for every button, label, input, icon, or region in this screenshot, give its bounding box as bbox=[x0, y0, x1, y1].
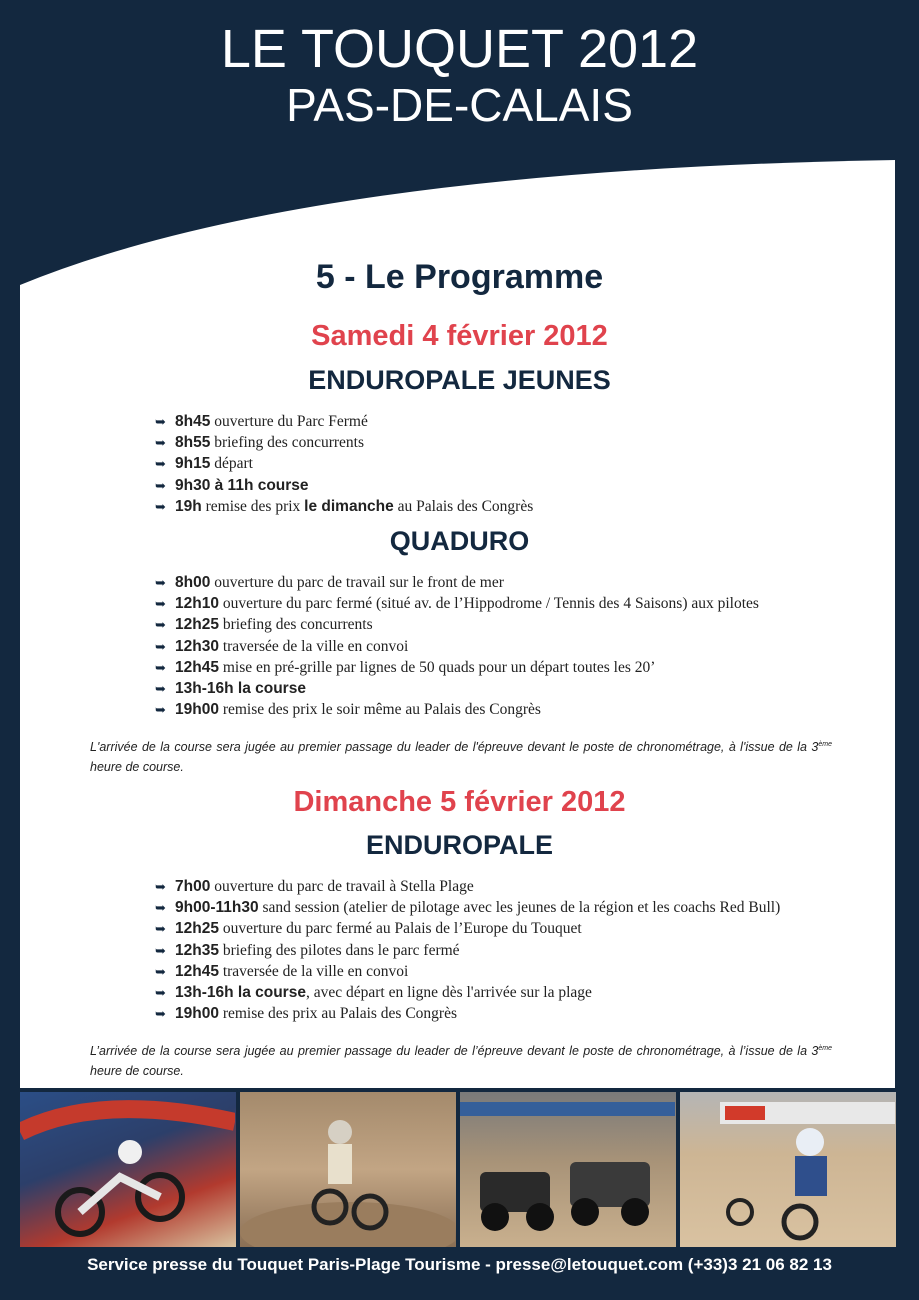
schedule-time: 19h00 bbox=[175, 1005, 219, 1023]
schedule-time: 12h45 bbox=[175, 962, 219, 980]
schedule-time: 13h-16h la course bbox=[175, 984, 306, 1002]
schedule-time: 12h45 bbox=[175, 658, 219, 676]
schedule-item bbox=[155, 919, 780, 940]
schedule-item bbox=[155, 412, 533, 433]
quaduro-heading: QUADURO bbox=[389, 526, 530, 556]
schedule-text: sand session (atelier de pilotage avec les jeunes de la région et les coachs Red Bull) bbox=[258, 899, 781, 917]
schedule-item bbox=[155, 1004, 780, 1025]
arrow-right-icon: ➥ bbox=[155, 943, 166, 959]
arrow-right-icon: ➥ bbox=[155, 703, 166, 719]
schedule-time: 8h00 bbox=[175, 574, 211, 591]
schedule-item bbox=[155, 573, 759, 594]
quaduro-schedule bbox=[155, 573, 759, 721]
photo-quads bbox=[460, 1092, 676, 1247]
motorcycle-jump-icon bbox=[20, 1092, 235, 1247]
arrow-right-icon: ➥ bbox=[155, 436, 166, 452]
title-line-1: LE TOUQUET 2012 bbox=[220, 19, 699, 79]
schedule-text: traversée de la ville en convoi bbox=[218, 637, 409, 655]
schedule-text: départ bbox=[210, 455, 253, 473]
schedule-text: traversée de la ville en convoi bbox=[218, 962, 409, 980]
schedule-item bbox=[155, 700, 759, 721]
photo-motocross-jump bbox=[20, 1092, 236, 1247]
arrow-right-icon: ➥ bbox=[155, 964, 166, 980]
enduropale-schedule bbox=[155, 877, 780, 1025]
photo-riders-banners bbox=[680, 1092, 896, 1247]
schedule-text: ouverture du Parc Fermé bbox=[210, 413, 368, 430]
schedule-time: 9h00-11h30 bbox=[175, 899, 259, 917]
arrow-right-icon: ➥ bbox=[155, 618, 166, 634]
schedule-item bbox=[155, 637, 759, 658]
schedule-time: 9h30 à 11h course bbox=[175, 476, 309, 494]
photo-strip bbox=[20, 1092, 896, 1247]
schedule-text: ouverture du parc fermé (situé av. de l’Hippodrome / Tennis des 4 Saisons) aux pilotes bbox=[218, 595, 759, 613]
arrow-right-icon: ➥ bbox=[155, 415, 166, 430]
schedule-text: briefing des concurrents bbox=[218, 616, 373, 634]
enduropale-jeunes-heading: ENDUROPALE JEUNES bbox=[308, 365, 611, 395]
sunday-date-heading: Dimanche 5 février 2012 bbox=[293, 786, 626, 818]
schedule-time: 8h55 bbox=[175, 434, 211, 452]
title-line-2: PAS-DE-CALAIS bbox=[286, 79, 633, 131]
schedule-time: 12h25 bbox=[175, 616, 219, 634]
arrow-right-icon: ➥ bbox=[155, 639, 166, 655]
arrow-right-icon: ➥ bbox=[155, 880, 166, 895]
schedule-time: 13h-16h la course bbox=[175, 680, 306, 698]
schedule-time: 7h00 bbox=[175, 878, 211, 895]
schedule-item bbox=[155, 454, 533, 475]
enduropale-note: L’arrivée de la course sera jugée au premier passage du leader de l’épreuve devant le poste de chronométrage, à l’issue de la 3ème heure de course. bbox=[90, 1044, 832, 1079]
schedule-time: 9h15 bbox=[175, 455, 211, 473]
schedule-time: 12h10 bbox=[175, 595, 219, 613]
schedule-item bbox=[155, 962, 780, 983]
schedule-time: 12h30 bbox=[175, 637, 219, 655]
schedule-text: mise en pré-grille par lignes de 50 quads pour un départ toutes les 20’ bbox=[218, 658, 656, 676]
schedule-text: ouverture du parc de travail à Stella Plage bbox=[210, 878, 474, 895]
footer-contact: Service presse du Touquet Paris-Plage Tourisme - presse@letouquet.com (+33)3 21 06 82 13 bbox=[87, 1255, 832, 1274]
sand-rider-icon bbox=[240, 1092, 455, 1247]
schedule-text: ouverture du parc fermé au Palais de l’Europe du Touquet bbox=[218, 920, 582, 938]
enduropale-jeunes-schedule bbox=[155, 412, 533, 518]
saturday-date-heading: Samedi 4 février 2012 bbox=[311, 320, 608, 352]
arrow-right-icon: ➥ bbox=[155, 576, 166, 591]
arrow-right-icon: ➥ bbox=[155, 478, 166, 494]
schedule-item bbox=[155, 497, 533, 518]
schedule-text: briefing des pilotes dans le parc fermé bbox=[218, 941, 460, 959]
quaduro-note: L'arrivée de la course sera jugée au premier passage du leader de l'épreuve devant le poste de chronométrage, à l'issue de la 3ème heure de course. bbox=[90, 740, 832, 775]
arrow-right-icon: ➥ bbox=[155, 922, 166, 938]
arrow-right-icon: ➥ bbox=[155, 986, 166, 1002]
arrow-right-icon: ➥ bbox=[155, 1007, 166, 1023]
schedule-time: 8h45 bbox=[175, 413, 211, 430]
schedule-item bbox=[155, 476, 533, 497]
schedule-item bbox=[155, 615, 759, 636]
schedule-text: ouverture du parc de travail sur le front de mer bbox=[210, 574, 504, 591]
schedule-time: 19h bbox=[175, 497, 202, 515]
schedule-text: remise des prix au Palais des Congrès bbox=[218, 1005, 458, 1023]
riders-icon bbox=[680, 1092, 895, 1247]
schedule-text: , avec départ en ligne dès l'arrivée sur la plage bbox=[305, 984, 592, 1002]
arrow-right-icon: ➥ bbox=[155, 457, 166, 473]
arrow-right-icon: ➥ bbox=[155, 682, 166, 698]
schedule-text: remise des prix le soir même au Palais des Congrès bbox=[218, 701, 541, 719]
schedule-time: 12h35 bbox=[175, 941, 219, 959]
schedule-time: 19h00 bbox=[175, 701, 219, 719]
schedule-item bbox=[155, 983, 780, 1004]
arrow-right-icon: ➥ bbox=[155, 901, 166, 917]
arrow-right-icon: ➥ bbox=[155, 660, 166, 676]
schedule-item bbox=[155, 433, 533, 454]
enduropale-heading: ENDUROPALE bbox=[365, 830, 553, 860]
schedule-text: briefing des concurrents bbox=[210, 434, 364, 452]
schedule-text: au Palais des Congrès bbox=[393, 497, 534, 515]
arrow-right-icon: ➥ bbox=[155, 499, 166, 515]
schedule-time: 12h25 bbox=[175, 920, 219, 938]
schedule-item bbox=[155, 898, 780, 919]
schedule-item bbox=[155, 594, 759, 615]
schedule-text: remise des prix bbox=[201, 497, 305, 515]
schedule-item bbox=[155, 877, 780, 898]
quad-race-icon bbox=[460, 1092, 675, 1247]
page-title: 5 - Le Programme bbox=[315, 258, 604, 296]
schedule-item bbox=[155, 679, 759, 700]
schedule-item bbox=[155, 658, 759, 679]
schedule-item bbox=[155, 941, 780, 962]
photo-sand-rider bbox=[240, 1092, 456, 1247]
arrow-right-icon: ➥ bbox=[155, 597, 166, 613]
schedule-emphasis: le dimanche bbox=[304, 497, 394, 515]
